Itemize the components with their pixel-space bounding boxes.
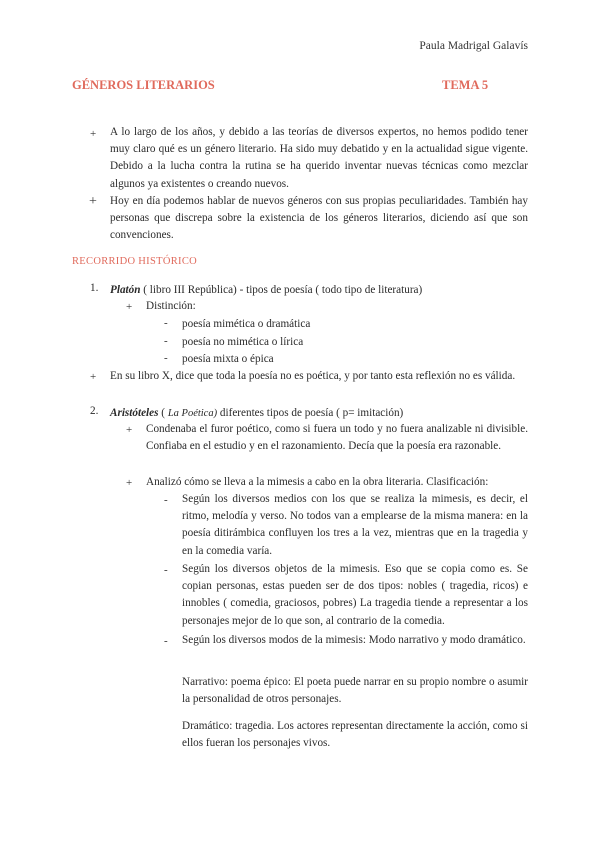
list-item: Según los diversos medios con los que se realiza la mimesis, es decir, el ritmo, melodía y verso. No todos van a emplearse de la misma manera: en la poesía ditirámbica confluyen los tres a la vez, mientras que en la tragedia y en la comedia varía.	[182, 493, 528, 557]
author-name: Paula Madrigal Galavís	[419, 40, 528, 52]
platon-heading	[110, 282, 530, 299]
aristoteles-sub-2: Analizó cómo se lleva a la mimesis a cabo en la obra literaria. Clasificación:	[146, 476, 489, 488]
list-number: 2.	[90, 405, 99, 417]
platon-note: En su libro X, dice que toda la poesía no es poética, y por tanto esta reflexión no es válida.	[110, 370, 516, 382]
aristoteles-description: diferentes tipos de poesía ( p= imitación)	[217, 407, 404, 419]
topic-number: TEMA 5	[442, 78, 489, 92]
aristoteles-sub-1: Condenaba el furor poético, como si fuera un todo y no fuera analizable ni divisible. Confiaba en el estudio y en el razonamiento. Decía que la poesía era razonable.	[146, 423, 528, 453]
aristoteles-heading	[110, 405, 530, 422]
list-item: Según los diversos objetos de la mimesis. Eso que se copia como es. Se copian personas, estas pueden ser de dos tipos: nobles ( tragedia, ricos) e innobles ( comedia, graciosos, pobres) La tragedia tiende a representar a los personajes mejor de lo que son, al contrario de la comedia.	[182, 563, 528, 627]
section-heading: RECORRIDO HISTÓRICO	[72, 256, 197, 267]
narrativo-paragraph: Narrativo: poema épico: El poeta puede narrar en su propio nombre o asumir la personalidad de otros personajes.	[182, 676, 528, 706]
bullet-plus-icon: +	[89, 194, 97, 209]
list-item: poesía no mimética o lírica	[182, 336, 304, 348]
dash-icon: -	[164, 494, 168, 506]
bullet-plus-icon: +	[90, 128, 97, 140]
aristoteles-work: La Poética)	[167, 408, 218, 419]
dash-icon: -	[164, 317, 168, 329]
document-title: GÉNEROS LITERARIOS	[72, 78, 215, 92]
dash-icon: -	[164, 335, 168, 347]
intro-paragraph-1: A lo largo de los años, y debido a las teorías de diversos expertos, no hemos podido tener muy claro qué es un género literario. Ha sido muy debatido y en la actualidad sigue vigente. Debido a la lucha contra la rutina se ha querido inventar nuevas técnicas como mezclar algunos ya existentes o creando nuevos.	[110, 126, 528, 190]
bullet-plus-icon: +	[126, 301, 133, 313]
dramatico-paragraph: Dramático: tragedia. Los actores representan directamente la acción, como si ellos fueran los personajes vivos.	[182, 720, 528, 750]
platon-description: ( libro III República) - tipos de poesía ( todo tipo de literatura)	[140, 284, 423, 296]
list-item: poesía mimética o dramática	[182, 318, 311, 330]
list-item: poesía mixta o épica	[182, 353, 274, 365]
platon-sub-label: Distinción:	[146, 300, 196, 312]
list-item: Según los diversos modos de la mimesis: Modo narrativo y modo dramático.	[182, 634, 526, 646]
list-number: 1.	[90, 282, 99, 294]
bullet-plus-icon: +	[126, 424, 133, 436]
bullet-plus-icon: +	[90, 371, 97, 383]
paren-open: (	[158, 407, 168, 419]
dash-icon: -	[164, 352, 168, 364]
aristoteles-name: Aristóteles	[110, 407, 159, 419]
intro-paragraph-2: Hoy en día podemos hablar de nuevos géneros con sus propias peculiaridades. También hay personas que discrepa sobre la existencia de los géneros literarios, diciendo así que son convenciones.	[110, 195, 528, 242]
bullet-plus-icon: +	[126, 477, 133, 489]
platon-name: Platón	[110, 284, 141, 296]
dash-icon: -	[164, 564, 168, 576]
dash-icon: -	[164, 635, 168, 647]
